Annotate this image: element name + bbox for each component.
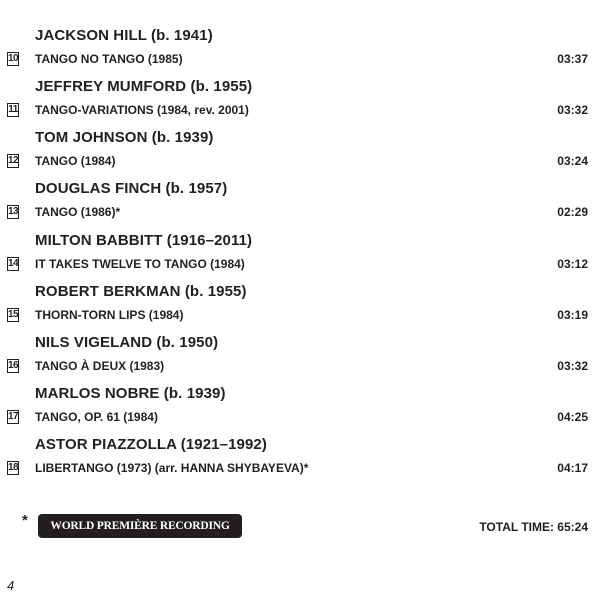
composer-name: ASTOR PIAZZOLLA (1921–1992) [35, 436, 267, 453]
composer-name: TOM JOHNSON (b. 1939) [35, 129, 214, 146]
footer [0, 512, 600, 542]
track-number-box: 11 [8, 104, 18, 115]
track-entry [0, 78, 600, 130]
track-duration: 03:32 [557, 359, 588, 373]
track-title: TANGO NO TANGO (1985) [35, 52, 183, 66]
track-number-box: 12 [8, 155, 19, 166]
asterisk-marker: * [22, 512, 28, 529]
track-duration: 02:29 [557, 205, 588, 219]
track-duration: 04:17 [557, 461, 588, 475]
track-number-box: 10 [8, 53, 19, 64]
composer-name: JEFFREY MUMFORD (b. 1955) [35, 78, 253, 95]
track-row [0, 103, 600, 119]
track-entry [0, 334, 600, 386]
track-duration: 03:12 [557, 257, 588, 271]
composer-name: ROBERT BERKMAN (b. 1955) [35, 283, 247, 300]
track-row [0, 410, 600, 426]
track-entry [0, 180, 600, 232]
track-duration: 03:24 [557, 154, 588, 168]
track-entry [0, 129, 600, 181]
track-duration: 03:32 [557, 103, 588, 117]
track-title: IT TAKES TWELVE TO TANGO (1984) [35, 257, 245, 271]
composer-name: MARLOS NOBRE (b. 1939) [35, 385, 226, 402]
track-title: TANGO-VARIATIONS (1984, rev. 2001) [35, 103, 249, 117]
track-row [0, 257, 600, 273]
track-duration: 04:25 [557, 410, 588, 424]
track-row [0, 154, 600, 170]
composer-name: MILTON BABBITT (1916–2011) [35, 232, 253, 249]
track-entry [0, 27, 600, 79]
page-number: 4 [7, 578, 15, 593]
track-entry [0, 283, 600, 335]
track-duration: 03:19 [557, 308, 588, 322]
track-row [0, 52, 600, 68]
track-title: TANGO, OP. 61 (1984) [35, 410, 158, 424]
track-number-box: 15 [8, 309, 19, 320]
track-number-box: 14 [8, 258, 19, 269]
track-number-box: 17 [8, 411, 19, 422]
track-number-box: 13 [8, 206, 19, 217]
track-row [0, 461, 600, 477]
track-title: THORN-TORN LIPS (1984) [35, 308, 184, 322]
track-entry [0, 232, 600, 284]
track-title: TANGO (1986)* [35, 205, 121, 219]
track-duration: 03:37 [557, 52, 588, 66]
track-row [0, 359, 600, 375]
track-number-box: 18 [8, 462, 19, 473]
track-title: TANGO (1984) [35, 154, 116, 168]
world-premiere-badge: WORLD PREMIÈRE RECORDING [38, 514, 242, 538]
track-number-box: 16 [8, 360, 19, 371]
track-title: LIBERTANGO (1973) (arr. HANNA SHYBAYEVA)* [35, 461, 309, 475]
track-title: TANGO À DEUX (1983) [35, 359, 165, 373]
composer-name: JACKSON HILL (b. 1941) [35, 27, 213, 44]
track-row [0, 308, 600, 324]
track-entry [0, 436, 600, 488]
composer-name: DOUGLAS FINCH (b. 1957) [35, 180, 228, 197]
track-entry [0, 385, 600, 437]
track-row [0, 205, 600, 221]
composer-name: NILS VIGELAND (b. 1950) [35, 334, 219, 351]
total-time: TOTAL TIME: 65:24 [479, 520, 588, 534]
